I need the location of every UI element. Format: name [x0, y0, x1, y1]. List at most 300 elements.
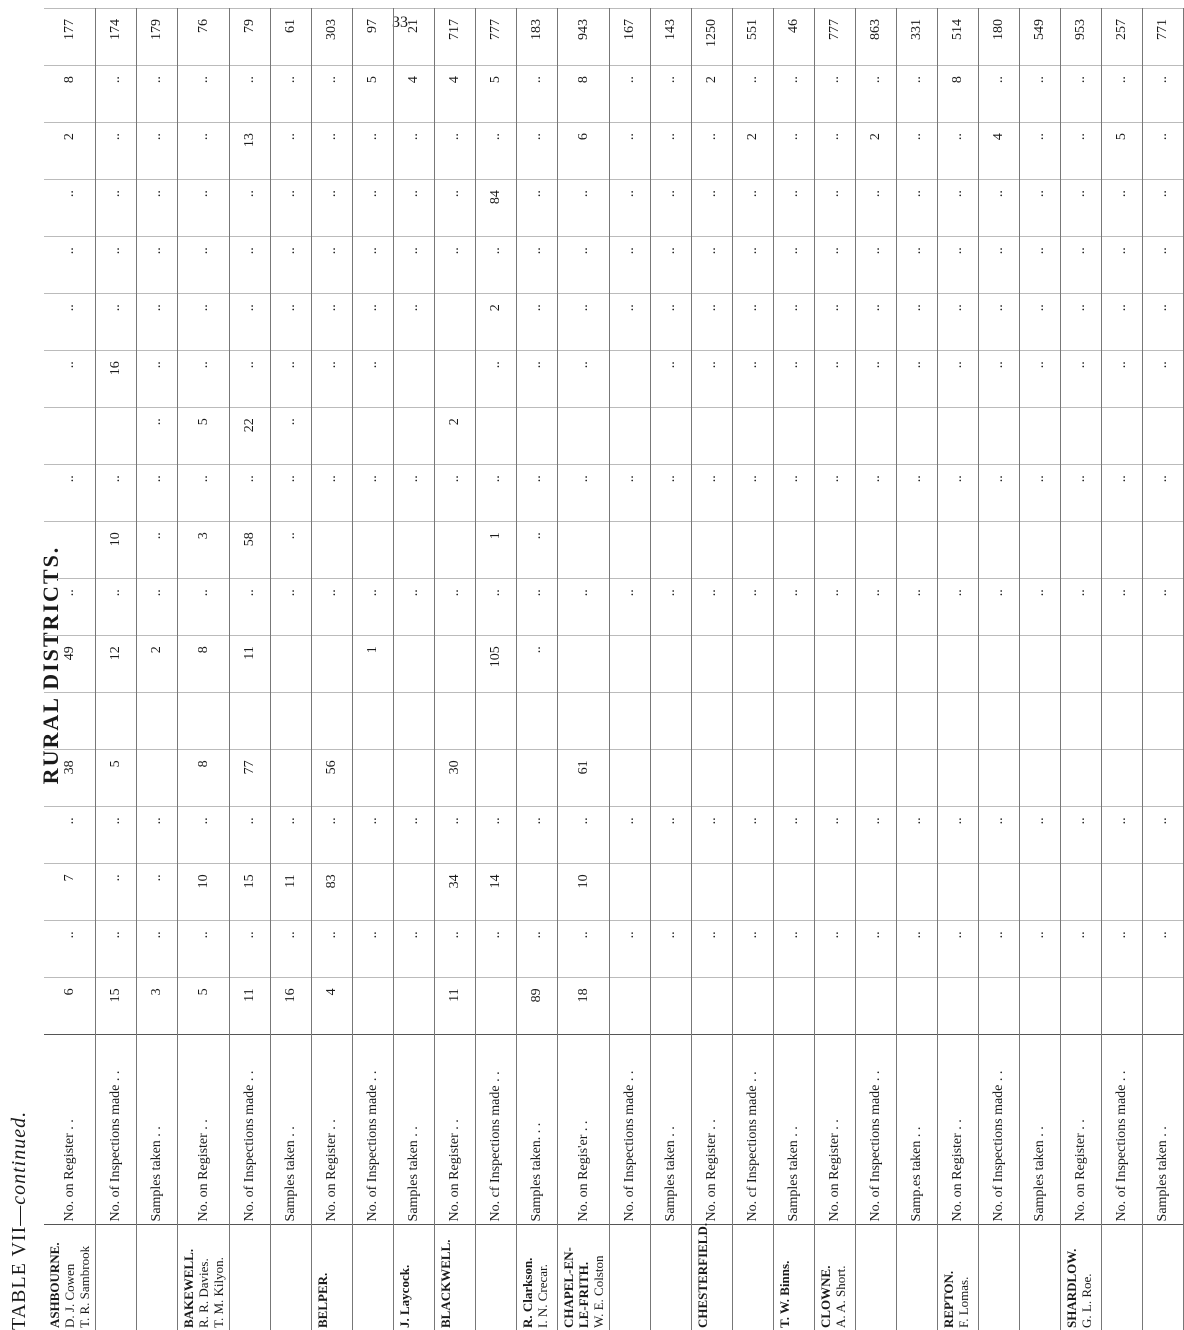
value-cell: ..: [271, 465, 312, 522]
value-cell: ..: [774, 465, 815, 522]
value-cell: 5: [353, 66, 394, 123]
value-cell: ..: [230, 294, 271, 351]
value-cell: [815, 636, 856, 693]
value-cell: ..: [897, 123, 938, 180]
table-caption: [8, 1111, 31, 1330]
value-cell: [774, 693, 815, 750]
value-cell: [137, 693, 178, 750]
district-cell: [137, 1225, 178, 1330]
value-cell: [938, 408, 979, 465]
value-cell: 331: [897, 9, 938, 66]
value-cell: 38: [44, 750, 96, 807]
value-cell: [774, 522, 815, 579]
value-cell: ..: [271, 351, 312, 408]
value-cell: ..: [271, 294, 312, 351]
value-cell: ..: [1102, 66, 1143, 123]
value-cell: ..: [517, 636, 558, 693]
value-cell: 5: [178, 408, 230, 465]
value-cell: ..: [44, 351, 96, 408]
district-cell: [96, 1225, 137, 1330]
table-row: [230, 9, 271, 1330]
value-cell: ..: [435, 123, 476, 180]
value-cell: [897, 864, 938, 921]
row-label: No. on Register . .: [1061, 1035, 1102, 1225]
value-cell: [733, 693, 774, 750]
value-cell: [394, 864, 435, 921]
value-cell: [1143, 864, 1184, 921]
value-cell: ..: [517, 465, 558, 522]
value-cell: 2: [44, 123, 96, 180]
value-cell: [1061, 864, 1102, 921]
value-cell: [733, 978, 774, 1035]
table-row: [1061, 9, 1102, 1330]
value-cell: ..: [733, 579, 774, 636]
value-cell: ..: [96, 180, 137, 237]
value-cell: [1061, 750, 1102, 807]
value-cell: ..: [979, 807, 1020, 864]
table-caption-title: TABLE VII—: [8, 1204, 30, 1330]
value-cell: 183: [517, 9, 558, 66]
value-cell: ..: [774, 579, 815, 636]
value-cell: 30: [435, 750, 476, 807]
value-cell: ..: [178, 807, 230, 864]
officer-name: A. A. Short.: [833, 1265, 848, 1328]
value-cell: ..: [476, 921, 517, 978]
value-cell: ..: [979, 294, 1020, 351]
table-row: [353, 9, 394, 1330]
value-cell: ..: [815, 465, 856, 522]
value-cell: [774, 636, 815, 693]
value-cell: ..: [137, 465, 178, 522]
value-cell: ..: [1061, 465, 1102, 522]
value-cell: [897, 750, 938, 807]
value-cell: 2: [856, 123, 897, 180]
value-cell: [1020, 750, 1061, 807]
table-row: [733, 9, 774, 1330]
district-cell: [178, 1225, 230, 1330]
value-cell: 8: [178, 636, 230, 693]
table-body: [44, 9, 1184, 1330]
district-cell: [230, 1225, 271, 1330]
value-cell: [856, 978, 897, 1035]
table-row: [394, 9, 435, 1330]
value-cell: ..: [178, 237, 230, 294]
table-row: [1102, 9, 1143, 1330]
value-cell: 5: [178, 978, 230, 1035]
value-cell: [394, 636, 435, 693]
value-cell: ..: [610, 237, 651, 294]
value-cell: ..: [733, 351, 774, 408]
value-cell: 167: [610, 9, 651, 66]
value-cell: ..: [979, 351, 1020, 408]
value-cell: 14: [476, 864, 517, 921]
value-cell: ..: [651, 351, 692, 408]
value-cell: ..: [230, 180, 271, 237]
value-cell: [271, 636, 312, 693]
value-cell: [1020, 978, 1061, 1035]
value-cell: ..: [476, 579, 517, 636]
value-cell: ..: [692, 351, 733, 408]
value-cell: [1020, 864, 1061, 921]
value-cell: 5: [1102, 123, 1143, 180]
value-cell: 11: [435, 978, 476, 1035]
value-cell: ..: [1061, 294, 1102, 351]
value-cell: 4: [312, 978, 353, 1035]
value-cell: ..: [1061, 921, 1102, 978]
value-cell: [435, 294, 476, 351]
value-cell: 1: [353, 636, 394, 693]
value-cell: [394, 351, 435, 408]
value-cell: [394, 978, 435, 1035]
value-cell: 10: [96, 522, 137, 579]
value-cell: ..: [312, 66, 353, 123]
table-row: [1020, 9, 1061, 1330]
value-cell: [312, 522, 353, 579]
value-cell: 61: [271, 9, 312, 66]
value-cell: [815, 408, 856, 465]
value-cell: [1143, 408, 1184, 465]
officer-name: T. M. Kilyon.: [211, 1257, 226, 1328]
value-cell: ..: [938, 123, 979, 180]
district-name: CHESTERFIELD.: [695, 1222, 710, 1328]
value-cell: [979, 408, 1020, 465]
value-cell: ..: [897, 237, 938, 294]
value-cell: 61: [558, 750, 610, 807]
table-row: [96, 9, 137, 1330]
value-cell: [938, 978, 979, 1035]
value-cell: ..: [979, 66, 1020, 123]
value-cell: [44, 408, 96, 465]
value-cell: [353, 978, 394, 1035]
value-cell: ..: [517, 237, 558, 294]
value-cell: ..: [815, 921, 856, 978]
value-cell: [733, 522, 774, 579]
value-cell: ..: [96, 864, 137, 921]
row-label: No. of Inspections made . .: [230, 1035, 271, 1225]
value-cell: 83: [312, 864, 353, 921]
value-cell: ..: [137, 351, 178, 408]
value-cell: ..: [1020, 66, 1061, 123]
value-cell: [1143, 522, 1184, 579]
value-cell: [938, 522, 979, 579]
value-cell: ..: [1061, 351, 1102, 408]
value-cell: ..: [1102, 921, 1143, 978]
table-row: [979, 9, 1020, 1330]
value-cell: ..: [1102, 180, 1143, 237]
value-cell: ..: [1143, 123, 1184, 180]
value-cell: ..: [815, 351, 856, 408]
value-cell: ..: [938, 180, 979, 237]
value-cell: ..: [610, 465, 651, 522]
value-cell: ..: [897, 351, 938, 408]
district-name: REPTON.: [941, 1270, 956, 1328]
value-cell: ..: [353, 921, 394, 978]
value-cell: ..: [394, 123, 435, 180]
value-cell: [1102, 693, 1143, 750]
value-cell: ..: [137, 66, 178, 123]
value-cell: 10: [178, 864, 230, 921]
value-cell: ..: [476, 807, 517, 864]
value-cell: ..: [394, 237, 435, 294]
value-cell: 5: [96, 750, 137, 807]
value-cell: [1061, 636, 1102, 693]
value-cell: 13: [230, 123, 271, 180]
value-cell: 8: [558, 66, 610, 123]
row-label: Samples taken . .: [651, 1035, 692, 1225]
value-cell: ..: [312, 465, 353, 522]
value-cell: ..: [610, 294, 651, 351]
value-cell: ..: [44, 921, 96, 978]
value-cell: ..: [938, 237, 979, 294]
value-cell: 943: [558, 9, 610, 66]
value-cell: [1143, 693, 1184, 750]
value-cell: ..: [230, 237, 271, 294]
value-cell: ..: [394, 465, 435, 522]
value-cell: [979, 693, 1020, 750]
value-cell: ..: [312, 123, 353, 180]
value-cell: [692, 693, 733, 750]
value-cell: ..: [938, 579, 979, 636]
value-cell: ..: [610, 921, 651, 978]
value-cell: [897, 978, 938, 1035]
value-cell: 15: [230, 864, 271, 921]
value-cell: [897, 522, 938, 579]
row-label: No. of Inspections made . .: [610, 1035, 651, 1225]
value-cell: [651, 978, 692, 1035]
value-cell: [230, 693, 271, 750]
value-cell: ..: [774, 123, 815, 180]
value-cell: [558, 636, 610, 693]
value-cell: ..: [1143, 66, 1184, 123]
district-name: J. Laycock.: [397, 1264, 412, 1328]
value-cell: ..: [312, 351, 353, 408]
value-cell: ..: [44, 465, 96, 522]
district-cell: [353, 1225, 394, 1330]
officer-name: G. L. Roe.: [1079, 1273, 1094, 1328]
value-cell: ..: [1020, 465, 1061, 522]
officer-name: T. R. Sambrook: [77, 1245, 92, 1328]
value-cell: [815, 693, 856, 750]
value-cell: ..: [271, 237, 312, 294]
value-cell: ..: [1143, 579, 1184, 636]
value-cell: 2: [692, 66, 733, 123]
value-cell: ..: [692, 921, 733, 978]
value-cell: ..: [651, 921, 692, 978]
value-cell: ..: [815, 237, 856, 294]
value-cell: ..: [1020, 807, 1061, 864]
value-cell: 105: [476, 636, 517, 693]
value-cell: 177: [44, 9, 96, 66]
value-cell: ..: [774, 180, 815, 237]
row-label: No. on Register . .: [44, 1035, 96, 1225]
row-label: No. of Inspections made . .: [353, 1035, 394, 1225]
value-cell: ..: [1020, 237, 1061, 294]
value-cell: ..: [692, 180, 733, 237]
value-cell: ..: [394, 579, 435, 636]
value-cell: ..: [271, 921, 312, 978]
value-cell: ..: [353, 351, 394, 408]
value-cell: 18: [558, 978, 610, 1035]
value-cell: [774, 978, 815, 1035]
value-cell: ..: [96, 465, 137, 522]
value-cell: [979, 864, 1020, 921]
value-cell: [558, 408, 610, 465]
value-cell: [692, 750, 733, 807]
district-cell: [733, 1225, 774, 1330]
value-cell: ..: [178, 579, 230, 636]
value-cell: [856, 636, 897, 693]
value-cell: ..: [230, 66, 271, 123]
value-cell: ..: [774, 807, 815, 864]
value-cell: ..: [856, 237, 897, 294]
value-cell: 89: [517, 978, 558, 1035]
value-cell: [271, 750, 312, 807]
value-cell: ..: [1061, 180, 1102, 237]
row-label: Samples taken . .: [394, 1035, 435, 1225]
value-cell: ..: [1102, 579, 1143, 636]
value-cell: 771: [1143, 9, 1184, 66]
district-cell: [897, 1225, 938, 1330]
value-cell: [44, 693, 96, 750]
value-cell: [692, 522, 733, 579]
value-cell: ..: [517, 66, 558, 123]
value-cell: ..: [230, 465, 271, 522]
value-cell: ..: [815, 180, 856, 237]
value-cell: [1102, 864, 1143, 921]
value-cell: ..: [815, 294, 856, 351]
value-cell: ..: [435, 237, 476, 294]
value-cell: 97: [353, 9, 394, 66]
value-cell: 46: [774, 9, 815, 66]
value-cell: 15: [96, 978, 137, 1035]
value-cell: 4: [979, 123, 1020, 180]
value-cell: ..: [1102, 237, 1143, 294]
district-cell: [394, 1225, 435, 1330]
value-cell: ..: [733, 180, 774, 237]
value-cell: ..: [517, 123, 558, 180]
value-cell: [856, 522, 897, 579]
value-cell: ..: [96, 123, 137, 180]
value-cell: [610, 864, 651, 921]
value-cell: [1143, 636, 1184, 693]
value-cell: [1102, 978, 1143, 1035]
table-row: [558, 9, 610, 1330]
value-cell: [651, 522, 692, 579]
value-cell: 6: [44, 978, 96, 1035]
value-cell: [1061, 408, 1102, 465]
row-label: No. on Register . .: [938, 1035, 979, 1225]
value-cell: 777: [815, 9, 856, 66]
value-cell: ..: [651, 237, 692, 294]
value-cell: [733, 636, 774, 693]
value-cell: [856, 408, 897, 465]
value-cell: [979, 522, 1020, 579]
value-cell: ..: [137, 237, 178, 294]
value-cell: [1102, 750, 1143, 807]
officer-name: D. J. Cowen: [62, 1263, 77, 1328]
value-cell: ..: [517, 579, 558, 636]
table-row: [651, 9, 692, 1330]
district-cell: [1020, 1225, 1061, 1330]
value-cell: [435, 351, 476, 408]
value-cell: ..: [137, 522, 178, 579]
officer-name: R. R. Davies.: [196, 1258, 211, 1328]
value-cell: [517, 408, 558, 465]
value-cell: ..: [271, 180, 312, 237]
value-cell: ..: [476, 351, 517, 408]
value-cell: [897, 693, 938, 750]
row-label: Samples taken . .: [137, 1035, 178, 1225]
value-cell: ..: [312, 921, 353, 978]
district-cell: [476, 1225, 517, 1330]
value-cell: [938, 636, 979, 693]
value-cell: ..: [774, 66, 815, 123]
value-cell: ..: [610, 180, 651, 237]
value-cell: [476, 750, 517, 807]
value-cell: ..: [856, 180, 897, 237]
value-cell: ..: [517, 351, 558, 408]
value-cell: ..: [1061, 807, 1102, 864]
value-cell: ..: [856, 579, 897, 636]
value-cell: ..: [353, 579, 394, 636]
value-cell: [312, 693, 353, 750]
value-cell: ..: [435, 465, 476, 522]
value-cell: ..: [1061, 579, 1102, 636]
value-cell: ..: [1143, 180, 1184, 237]
value-cell: ..: [1102, 807, 1143, 864]
value-cell: [517, 750, 558, 807]
value-cell: ..: [96, 66, 137, 123]
value-cell: ..: [897, 579, 938, 636]
value-cell: [897, 636, 938, 693]
row-label: No. of Inspections made . .: [856, 1035, 897, 1225]
value-cell: ..: [137, 123, 178, 180]
value-cell: [435, 636, 476, 693]
value-cell: ..: [774, 351, 815, 408]
value-cell: ..: [856, 465, 897, 522]
value-cell: ..: [394, 294, 435, 351]
value-cell: [353, 864, 394, 921]
district-cell: [44, 1225, 96, 1330]
value-cell: ..: [815, 579, 856, 636]
value-cell: 21: [394, 9, 435, 66]
value-cell: ..: [137, 180, 178, 237]
value-cell: [476, 978, 517, 1035]
table-row: [44, 9, 96, 1330]
district-name: R. Clarkson.: [520, 1257, 535, 1328]
value-cell: ..: [476, 465, 517, 522]
value-cell: ..: [692, 237, 733, 294]
value-cell: [353, 750, 394, 807]
value-cell: ..: [558, 579, 610, 636]
value-cell: ..: [558, 465, 610, 522]
row-label: Samples taken . .: [1143, 1035, 1184, 1225]
value-cell: 8: [44, 66, 96, 123]
value-cell: ..: [651, 66, 692, 123]
value-cell: ..: [815, 123, 856, 180]
value-cell: ..: [558, 294, 610, 351]
district-cell: [979, 1225, 1020, 1330]
value-cell: 77: [230, 750, 271, 807]
value-cell: [610, 750, 651, 807]
district-cell: [517, 1225, 558, 1330]
value-cell: ..: [517, 921, 558, 978]
value-cell: [733, 864, 774, 921]
value-cell: ..: [558, 180, 610, 237]
value-cell: ..: [938, 351, 979, 408]
table-row: [312, 9, 353, 1330]
value-cell: ..: [733, 921, 774, 978]
